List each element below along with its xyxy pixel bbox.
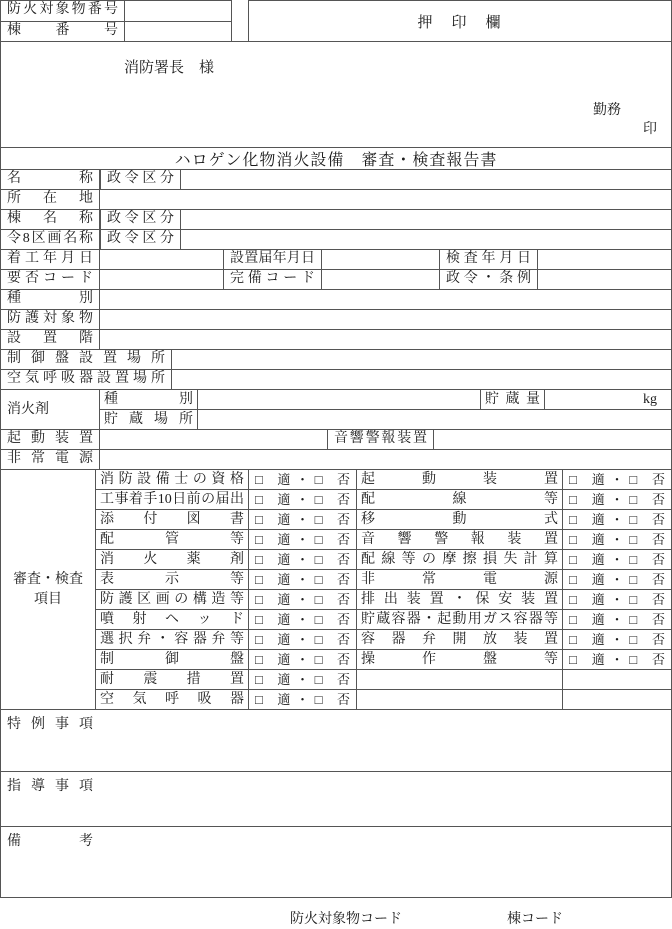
- checklist-item-label: 表示等: [100, 572, 244, 587]
- air-respirator-location-cell[interactable]: [171, 370, 671, 389]
- installation-notice-date-label: 設置届年月日: [223, 250, 321, 269]
- address-label: 所在地: [7, 191, 93, 206]
- storage-amount-label: 貯蔵量: [480, 390, 544, 409]
- checklist-item-label: 制御盤: [100, 652, 244, 667]
- checklist-item-label: 移動式: [356, 510, 562, 529]
- object-id-box: [0, 0, 232, 41]
- seirei-jorei-label: 政令・条例: [439, 270, 537, 289]
- top-header-row: [0, 0, 672, 41]
- extinguishing-agent-row: [0, 390, 672, 430]
- checklist-header: 審査・検査項目: [13, 571, 83, 607]
- starting-device-row: [0, 430, 672, 450]
- guidance-items-content[interactable]: [1, 772, 671, 826]
- checklist-row: [96, 609, 671, 629]
- rei8-seirei-value-cell[interactable]: [180, 230, 671, 249]
- checklist-item-label-empty: [356, 690, 562, 709]
- building-name-seirei-label: 政令区分: [100, 210, 180, 229]
- pass-fail-checkbox-cell[interactable]: □ 適・□ 否: [562, 650, 671, 669]
- checklist-item-label: 起動装置: [356, 470, 562, 489]
- dates-row: [0, 250, 672, 270]
- name-seirei-value-cell[interactable]: [180, 170, 671, 189]
- checklist-row: [96, 649, 671, 669]
- address-row: [0, 190, 672, 210]
- storage-amount-value-cell[interactable]: kg: [544, 390, 671, 409]
- extinguishing-agent-label: 消火剤: [7, 401, 49, 417]
- kanbi-code-label: 完備コード: [223, 270, 321, 289]
- installation-notice-date-cell[interactable]: [321, 250, 439, 269]
- kanbi-code-cell[interactable]: [321, 270, 439, 289]
- yohi-code-cell[interactable]: [99, 270, 223, 289]
- emergency-power-value-cell[interactable]: [99, 450, 671, 469]
- starting-device-label: 起動装置: [7, 431, 93, 446]
- seal-mark: 印: [643, 122, 657, 137]
- pass-fail-checkbox-cell[interactable]: □ 適・□ 否: [248, 570, 356, 589]
- checklist-item-label: 空気呼吸器: [100, 692, 244, 707]
- checklist-row: [96, 569, 671, 589]
- installation-floor-value-cell[interactable]: [99, 330, 671, 349]
- checklist-item-label: 選択弁・容器弁等: [100, 632, 244, 647]
- emergency-power-label: 非常電源: [7, 451, 93, 466]
- rei8-seirei-label: 政令区分: [100, 230, 180, 249]
- special-provisions-label: 特例事項: [7, 717, 93, 732]
- seal-column-box: [248, 0, 672, 41]
- inspection-date-cell[interactable]: [537, 250, 671, 269]
- seirei-jorei-cell[interactable]: [537, 270, 671, 289]
- checklist-item-label: 配線等の摩擦損失計算: [356, 550, 562, 569]
- seal-column-title: 押 印 欄: [417, 14, 503, 31]
- pass-fail-checkbox-cell[interactable]: □ 適・□ 否: [248, 470, 356, 489]
- name-row: [0, 170, 672, 190]
- rei8-section-row: [0, 230, 672, 250]
- extinguishing-agent-subgrid: [99, 390, 671, 429]
- installation-floor-row: [0, 330, 672, 350]
- agent-type-label: 種別: [104, 392, 193, 407]
- pass-fail-checkbox-cell-empty: [562, 690, 671, 709]
- checklist-grid: [95, 470, 671, 709]
- pass-fail-checkbox-cell[interactable]: □ 適・□ 否: [562, 570, 671, 589]
- building-name-label: 棟名称: [7, 211, 93, 226]
- building-code-label: 棟コード: [507, 912, 563, 927]
- pass-fail-checkbox-cell[interactable]: □ 適・□ 否: [562, 510, 671, 529]
- pass-fail-checkbox-cell[interactable]: □ 適・□ 否: [562, 590, 671, 609]
- checklist-row: [96, 669, 671, 689]
- audible-alarm-value-cell[interactable]: [433, 430, 671, 449]
- pass-fail-checkbox-cell[interactable]: □ 適・□ 否: [562, 610, 671, 629]
- guidance-items-section: [0, 772, 672, 827]
- header-gap: [232, 0, 248, 41]
- checklist-row: [96, 589, 671, 609]
- codes-row: [0, 270, 672, 290]
- remarks-label: 備考: [7, 834, 93, 849]
- name-seirei-label: 政令区分: [100, 170, 180, 189]
- agent-type-value-cell[interactable]: [197, 390, 480, 409]
- checklist-item-label: 工事着手10日前の届出: [100, 492, 244, 507]
- storage-place-label: 貯蔵場所: [104, 412, 193, 427]
- construction-start-date-label: 着工年月日: [7, 251, 93, 266]
- pass-fail-checkbox-cell-empty: [562, 670, 671, 689]
- inspection-checklist: [0, 470, 672, 710]
- pass-fail-checkbox-cell[interactable]: □ 適・□ 否: [248, 590, 356, 609]
- building-number-label: 棟番号: [7, 22, 118, 38]
- pass-fail-checkbox-cell[interactable]: □ 適・□ 否: [562, 550, 671, 569]
- pass-fail-checkbox-cell[interactable]: □ 適・□ 否: [248, 670, 356, 689]
- checklist-item-label: 配線等: [356, 490, 562, 509]
- checklist-row: [96, 549, 671, 569]
- title-band: [0, 148, 672, 170]
- pass-fail-checkbox-cell[interactable]: □ 適・□ 否: [562, 630, 671, 649]
- installation-floor-label: 設置階: [7, 331, 93, 346]
- air-respirator-location-row: [0, 370, 672, 390]
- pass-fail-checkbox-cell[interactable]: □ 適・□ 否: [248, 550, 356, 569]
- protected-object-row: [0, 310, 672, 330]
- starting-device-value-cell[interactable]: [99, 430, 327, 449]
- building-name-row: [0, 210, 672, 230]
- audible-alarm-label: 音響警報装置: [327, 430, 433, 449]
- protected-object-value-cell[interactable]: [99, 310, 671, 329]
- remarks-section: [0, 827, 672, 898]
- pass-fail-checkbox-cell[interactable]: □ 適・□ 否: [248, 510, 356, 529]
- checklist-item-label-empty: [356, 670, 562, 689]
- form-title: ハロゲン化物消火設備 審査・検査報告書: [174, 152, 498, 169]
- remarks-content[interactable]: [1, 827, 671, 897]
- checklist-item-label: 消防設備士の資格: [100, 472, 244, 487]
- name-label: 名称: [7, 171, 93, 186]
- storage-place-value-cell[interactable]: [197, 410, 671, 429]
- checklist-item-label: 添付図書: [100, 512, 244, 527]
- control-panel-location-row: [0, 350, 672, 370]
- address-value-cell[interactable]: [99, 190, 671, 209]
- guidance-items-label: 指導事項: [7, 779, 93, 794]
- object-number-label: 防火対象物番号: [7, 2, 118, 17]
- emergency-power-row: [0, 450, 672, 470]
- checklist-item-label: 容器弁開放装置: [356, 630, 562, 649]
- checklist-item-label: 音響警報装置: [356, 530, 562, 549]
- building-number-value-cell[interactable]: [124, 22, 231, 42]
- rei8-label: 令8区画名称: [7, 231, 93, 246]
- pass-fail-checkbox-cell[interactable]: □ 適・□ 否: [248, 650, 356, 669]
- special-provisions-content[interactable]: [1, 710, 671, 771]
- checklist-item-label: 防護区画の構造等: [100, 592, 244, 607]
- pass-fail-checkbox-cell[interactable]: □ 適・□ 否: [248, 610, 356, 629]
- pass-fail-checkbox-cell[interactable]: □ 適・□ 否: [248, 630, 356, 649]
- pass-fail-checkbox-cell[interactable]: □ 適・□ 否: [562, 490, 671, 509]
- yohi-code-label: 要否コード: [7, 271, 93, 286]
- checklist-row: [96, 489, 671, 509]
- checklist-item-label: 配管等: [100, 532, 244, 547]
- kinmu-label: 勤務: [593, 103, 621, 118]
- object-code-label: 防火対象物コード: [290, 912, 402, 927]
- type-value-cell[interactable]: [99, 290, 671, 309]
- checklist-row: [96, 689, 671, 709]
- protected-object-label: 防護対象物: [7, 311, 93, 326]
- footer-codes: [0, 898, 672, 929]
- checklist-item-label: 排出装置・保安装置: [356, 590, 562, 609]
- air-respirator-location-label: 空気呼吸器設置場所: [7, 371, 165, 386]
- checklist-item-label: 非常電源: [356, 570, 562, 589]
- pass-fail-checkbox-cell[interactable]: □ 適・□ 否: [248, 530, 356, 549]
- recipient-area[interactable]: [0, 41, 672, 148]
- pass-fail-checkbox-cell[interactable]: □ 適・□ 否: [562, 470, 671, 489]
- object-number-value-cell[interactable]: [124, 1, 231, 21]
- pass-fail-checkbox-cell[interactable]: □ 適・□ 否: [248, 490, 356, 509]
- building-name-seirei-value-cell[interactable]: [180, 210, 671, 229]
- pass-fail-checkbox-cell[interactable]: □ 適・□ 否: [562, 530, 671, 549]
- special-provisions-section: [0, 710, 672, 772]
- type-label: 種別: [7, 291, 93, 306]
- checklist-row: [96, 470, 671, 489]
- construction-start-date-cell[interactable]: [99, 250, 223, 269]
- checklist-item-label: 噴射ヘッド: [100, 612, 244, 627]
- checklist-item-label: 操作盤等: [356, 650, 562, 669]
- checklist-row: [96, 509, 671, 529]
- inspection-date-label: 検査年月日: [439, 250, 537, 269]
- checklist-item-label: 耐震措置: [100, 672, 244, 687]
- control-panel-location-cell[interactable]: [171, 350, 671, 369]
- type-row: [0, 290, 672, 310]
- checklist-row: [96, 529, 671, 549]
- checklist-item-label: 消火薬剤: [100, 552, 244, 567]
- control-panel-location-label: 制御盤設置場所: [7, 351, 165, 366]
- checklist-item-label: 貯蔵容器・起動用ガス容器等: [356, 610, 562, 629]
- fire-chief-recipient: 消防署長 様: [124, 60, 215, 76]
- pass-fail-checkbox-cell[interactable]: □ 適・□ 否: [248, 690, 356, 709]
- checklist-row: [96, 629, 671, 649]
